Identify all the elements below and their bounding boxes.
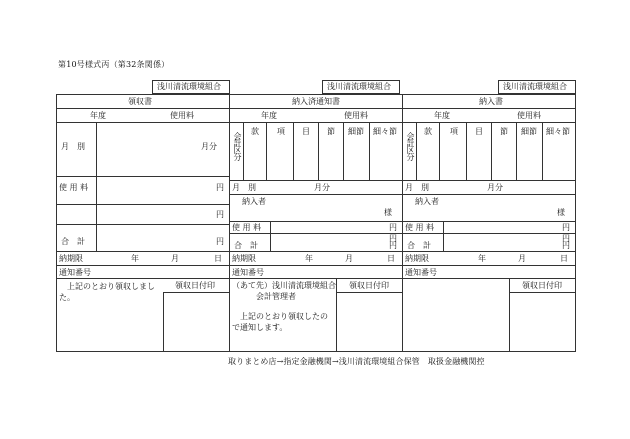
col-saisaisetsu: 細々節 [546, 127, 570, 136]
yen-unit: 円 [562, 223, 570, 232]
yen-unit: 円 [389, 241, 397, 250]
total-label: 合 計 [407, 241, 431, 250]
month-label: 月 別 [61, 142, 85, 151]
col-moku: 目 [302, 127, 310, 136]
fiscal-year-label: 年度 [261, 111, 277, 120]
account-class-label: 会計区分 [233, 132, 242, 160]
notice-number-label: 通知番号 [59, 268, 91, 277]
col-kou: 項 [277, 127, 285, 136]
issuer-label: 浅川清流環境組合 [503, 82, 567, 91]
year-unit: 年 [305, 254, 313, 263]
sama-suffix: 様 [384, 208, 392, 217]
month-label: 月 別 [405, 183, 429, 192]
payer-label: 納入者 [415, 197, 439, 206]
stamp-label: 領収日付印 [349, 281, 389, 290]
col-kan: 款 [251, 127, 259, 136]
yen-unit: 円 [562, 234, 570, 243]
deadline-label: 納期限 [232, 254, 256, 263]
yen-unit: 円 [216, 237, 224, 246]
stamp-label: 領収日付印 [175, 281, 215, 290]
deadline-label: 納期限 [59, 254, 83, 263]
col-setsu: 節 [500, 127, 508, 136]
month-unit: 月 [171, 254, 179, 263]
issuer-box-slip [498, 80, 576, 94]
day-unit: 日 [387, 254, 395, 263]
col-saisetsu: 細節 [521, 127, 537, 136]
usage-fee-label: 使用料 [344, 111, 368, 120]
total-label: 合 計 [234, 241, 258, 250]
addressee-line1: （あて先）浅川清流環境組合 [232, 281, 336, 290]
fee-label: 使 用 料 [405, 223, 435, 232]
day-unit: 日 [214, 254, 222, 263]
year-unit: 年 [131, 254, 139, 263]
payer-label: 納入者 [242, 197, 266, 206]
fiscal-year-label: 年度 [434, 111, 450, 120]
yen-unit: 円 [562, 241, 570, 250]
col-saisaisetsu: 細々節 [373, 127, 397, 136]
month-unit: 月 [518, 254, 526, 263]
col-saisetsu: 細節 [348, 127, 364, 136]
month-unit: 月 [345, 254, 353, 263]
yen-unit: 円 [389, 223, 397, 232]
account-class-label: 会計区分 [406, 132, 415, 160]
routing-footer: 取りまとめ店→指定金融機関→浅川清流環境組合保管 取扱金融機関控 [228, 357, 485, 366]
year-unit: 年 [478, 254, 486, 263]
col-setsu: 節 [327, 127, 335, 136]
fee-label: 使 用 料 [59, 183, 89, 192]
form-number: 第10号様式丙（第32条関係） [58, 60, 170, 69]
yen-unit: 円 [389, 234, 397, 243]
notice-number-label: 通知番号 [405, 268, 437, 277]
total-label: 合 計 [61, 237, 85, 246]
notice-message: 上記のとおり領収したので通知します。 [232, 312, 328, 332]
issuer-box-notice [322, 80, 400, 94]
addressee-line2: 会計管理者 [256, 292, 296, 301]
month-unit: 月分 [201, 142, 217, 151]
issuer-label: 浅川清流環境組合 [327, 82, 391, 91]
notice-number-label: 通知番号 [232, 268, 264, 277]
slip-title: 納入書 [479, 97, 503, 106]
col-moku: 目 [475, 127, 483, 136]
yen-unit: 円 [216, 183, 224, 192]
deadline-label: 納期限 [405, 254, 429, 263]
issuer-label: 浅川清流環境組合 [157, 82, 221, 91]
issuer-box-receipt [152, 80, 230, 94]
usage-fee-label: 使用料 [170, 111, 194, 120]
receipt-title: 領収書 [128, 97, 152, 106]
usage-fee-label: 使用料 [517, 111, 541, 120]
notice-title: 納入済通知書 [292, 97, 340, 106]
fiscal-year-label: 年度 [90, 111, 106, 120]
fee-label: 使 用 料 [232, 223, 262, 232]
col-kan: 款 [424, 127, 432, 136]
stamp-label: 領収日付印 [522, 281, 562, 290]
day-unit: 日 [560, 254, 568, 263]
sama-suffix: 様 [557, 208, 565, 217]
form-document [56, 80, 576, 352]
month-label: 月 別 [232, 183, 256, 192]
month-unit: 月分 [314, 183, 330, 192]
receipt-message: 上記のとおり領収しました。 [59, 282, 155, 302]
month-unit: 月分 [487, 183, 503, 192]
yen-unit: 円 [216, 210, 224, 219]
col-kou: 項 [450, 127, 458, 136]
